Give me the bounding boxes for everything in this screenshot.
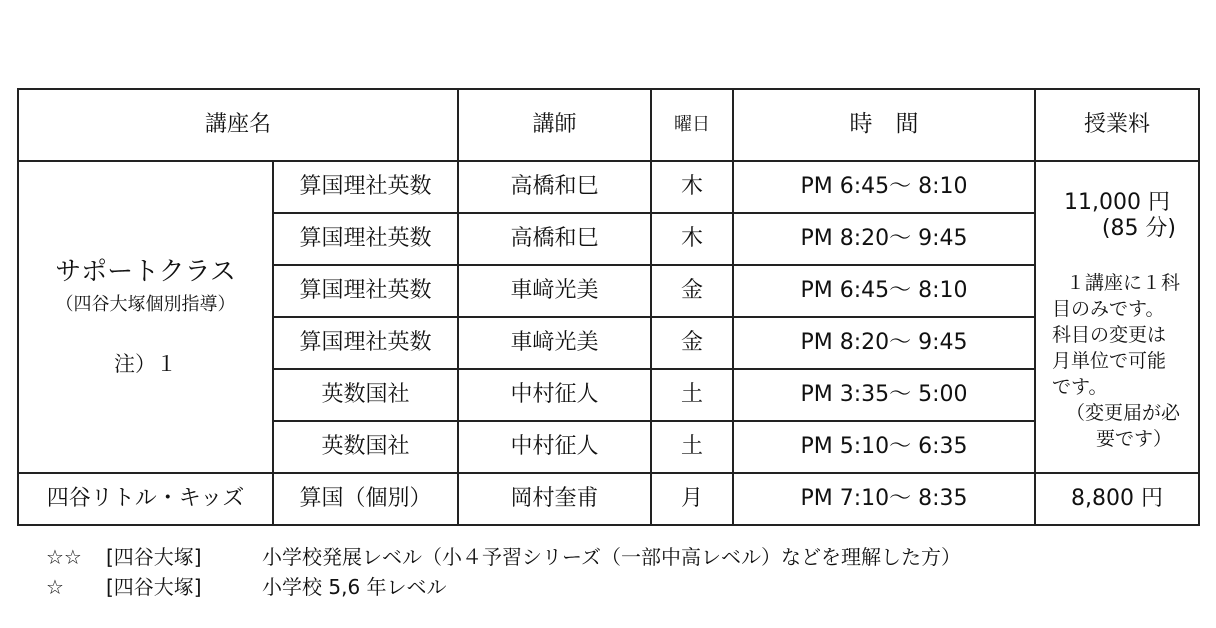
teacher-cell: 高橋和巳 bbox=[458, 213, 651, 265]
fee-note-line: １講座に１科 bbox=[1066, 272, 1181, 295]
time-cell: PM 3:35〜 5:00 bbox=[733, 369, 1035, 421]
day-cell: 土 bbox=[651, 421, 733, 473]
fee-note-line: 月単位で可能 bbox=[1052, 350, 1167, 373]
kids-fee-cell: 8,800 円 bbox=[1035, 473, 1199, 525]
time-cell: PM 7:10〜 8:35 bbox=[733, 473, 1035, 525]
schedule-table bbox=[17, 88, 1200, 526]
day-cell: 木 bbox=[651, 161, 733, 213]
fee-note-line: 目のみです。 bbox=[1052, 298, 1165, 321]
day-cell: 金 bbox=[651, 265, 733, 317]
subject-cell: 英数国社 bbox=[273, 421, 458, 473]
header-row bbox=[18, 89, 1199, 161]
footnote-tag: [四谷大塚] bbox=[106, 575, 202, 599]
support-fee-minutes: (85 分) bbox=[1101, 215, 1177, 241]
footnote-text: 小学校発展レベル（小４予習シリーズ（一部中高レベル）などを理解した方） bbox=[262, 545, 961, 569]
teacher-cell: 高橋和巳 bbox=[458, 161, 651, 213]
time-cell: PM 6:45〜 8:10 bbox=[733, 161, 1035, 213]
teacher-cell: 車﨑光美 bbox=[458, 265, 651, 317]
subject-cell: 英数国社 bbox=[273, 369, 458, 421]
footnote-text: 小学校 5,6 年レベル bbox=[262, 575, 447, 599]
subject-cell: 算国（個別） bbox=[273, 473, 458, 525]
day-cell: 月 bbox=[651, 473, 733, 525]
support-class-sub: （四谷大塚個別指導） bbox=[55, 294, 236, 316]
header-teacher: 講師 bbox=[458, 89, 651, 161]
teacher-cell: 岡村奎甫 bbox=[458, 473, 651, 525]
teacher-cell: 車﨑光美 bbox=[458, 317, 651, 369]
time-cell: PM 6:45〜 8:10 bbox=[733, 265, 1035, 317]
subject-cell: 算国理社英数 bbox=[273, 317, 458, 369]
support-class-name: サポートクラス bbox=[55, 257, 236, 288]
time-cell: PM 5:10〜 6:35 bbox=[733, 421, 1035, 473]
footnotes bbox=[46, 542, 961, 602]
subject-cell: 算国理社英数 bbox=[273, 161, 458, 213]
star-mark: ☆ bbox=[46, 575, 64, 599]
subject-cell: 算国理社英数 bbox=[273, 265, 458, 317]
footnote-row bbox=[46, 572, 961, 602]
support-class-note: 注）１ bbox=[114, 351, 177, 376]
fee-note-line: 要です） bbox=[1096, 428, 1173, 451]
fee-note-line: です。 bbox=[1052, 376, 1108, 399]
footnote-row bbox=[46, 542, 961, 572]
day-cell: 金 bbox=[651, 317, 733, 369]
header-day: 曜日 bbox=[651, 89, 733, 161]
day-cell: 木 bbox=[651, 213, 733, 265]
kids-class-name: 四谷リトル・キッズ bbox=[18, 473, 273, 525]
support-fee-cell bbox=[1035, 161, 1199, 473]
header-course: 講座名 bbox=[18, 89, 458, 161]
support-class-cell bbox=[18, 161, 273, 473]
table-row-kids bbox=[18, 473, 1199, 525]
support-fee-note bbox=[1036, 270, 1198, 452]
day-cell: 土 bbox=[651, 369, 733, 421]
teacher-cell: 中村征人 bbox=[458, 369, 651, 421]
fee-note-line: 科目の変更は bbox=[1052, 324, 1167, 347]
subject-cell: 算国理社英数 bbox=[273, 213, 458, 265]
header-fee: 授業料 bbox=[1035, 89, 1199, 161]
star-mark: ☆☆ bbox=[46, 545, 82, 569]
header-time: 時 間 bbox=[733, 89, 1035, 161]
time-cell: PM 8:20〜 9:45 bbox=[733, 213, 1035, 265]
table-row bbox=[18, 161, 1199, 213]
fee-note-line: （変更届が必 bbox=[1066, 402, 1181, 425]
footnote-tag: [四谷大塚] bbox=[106, 545, 202, 569]
support-fee-amount: 11,000 円 bbox=[1064, 189, 1170, 215]
time-cell: PM 8:20〜 9:45 bbox=[733, 317, 1035, 369]
teacher-cell: 中村征人 bbox=[458, 421, 651, 473]
